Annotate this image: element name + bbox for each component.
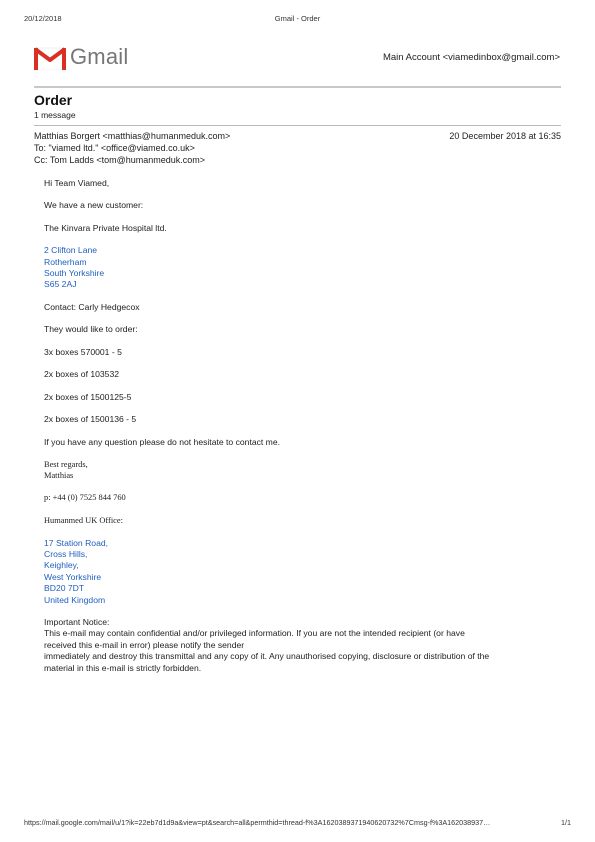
- customer-address-line[interactable]: South Yorkshire: [44, 268, 105, 278]
- print-date: 20/12/2018: [24, 14, 62, 23]
- order-line: 2x boxes of 103532: [44, 369, 120, 379]
- gmail-logo: [34, 44, 134, 72]
- message-count: 1 message: [34, 110, 76, 120]
- footer-url[interactable]: https://mail.google.com/mail/u/1?ik=22eb7d1d9a&view=pt&search=all&permthid=thread-f%3A1620389371940620732%7Cmsg-f%3A162038937…: [24, 818, 491, 827]
- office-address-line[interactable]: 17 Station Road,: [44, 538, 109, 548]
- print-title: Gmail - Order: [274, 14, 321, 23]
- order-intro: They would like to order:: [44, 324, 138, 334]
- phone: p: +44 (0) 7525 844 760: [44, 493, 126, 502]
- header-divider: [34, 86, 561, 88]
- office-address-line[interactable]: Keighley,: [44, 560, 79, 570]
- signature-name: Matthias: [44, 471, 74, 480]
- order-line: 2x boxes of 1500125-5: [44, 392, 132, 402]
- customer-name: The Kinvara Private Hospital ltd.: [44, 223, 167, 233]
- notice-line: immediately and destroy this transmittal and any copy of it. Any unauthorised copying, disclosure or distribution of the: [44, 651, 490, 661]
- gmail-wordmark: Gmail: [70, 44, 129, 69]
- notice-line: This e-mail may contain confidential and/or privileged information. If you are not the intended recipient (or have: [44, 628, 465, 638]
- sender: Matthias Borgert <matthias@humanmeduk.com>: [34, 131, 231, 141]
- account-label: Main Account <viamedinbox@gmail.com>: [382, 52, 560, 63]
- greeting: Hi Team Viamed,: [44, 178, 110, 188]
- gmail-envelope-icon: [34, 46, 66, 70]
- contact: Contact: Carly Hedgecox: [44, 302, 140, 312]
- customer-address-line[interactable]: 2 Clifton Lane: [44, 245, 98, 255]
- notice-line: material in this e-mail is strictly forbidden.: [44, 663, 202, 673]
- order-line: 2x boxes of 1500136 - 5: [44, 414, 137, 424]
- office-address-line[interactable]: Cross Hills,: [44, 549, 88, 559]
- intro: We have a new customer:: [44, 200, 144, 210]
- office-address-line[interactable]: United Kingdom: [44, 595, 106, 605]
- office-address-line[interactable]: West Yorkshire: [44, 572, 102, 582]
- customer-address-line[interactable]: Rotherham: [44, 257, 87, 267]
- notice-title: Important Notice:: [44, 617, 110, 627]
- office-address-line[interactable]: BD20 7DT: [44, 583, 85, 593]
- recipient-to: To: "viamed ltd." <office@viamed.co.uk>: [34, 143, 195, 153]
- message-date: 20 December 2018 at 16:35: [449, 131, 561, 141]
- page-number: 1/1: [561, 818, 571, 827]
- customer-address-line[interactable]: S65 2AJ: [44, 279, 77, 289]
- office-label: Humanmed UK Office:: [44, 516, 123, 525]
- notice-line: received this e-mail in error) please notify the sender: [44, 640, 245, 650]
- subject-divider: [34, 125, 561, 126]
- recipient-cc: Cc: Tom Ladds <tom@humanmeduk.com>: [34, 155, 206, 165]
- order-line: 3x boxes 570001 - 5: [44, 347, 122, 357]
- closing: If you have any question please do not hesitate to contact me.: [44, 437, 281, 447]
- email-subject: Order: [34, 92, 73, 108]
- regards: Best regards,: [44, 460, 88, 469]
